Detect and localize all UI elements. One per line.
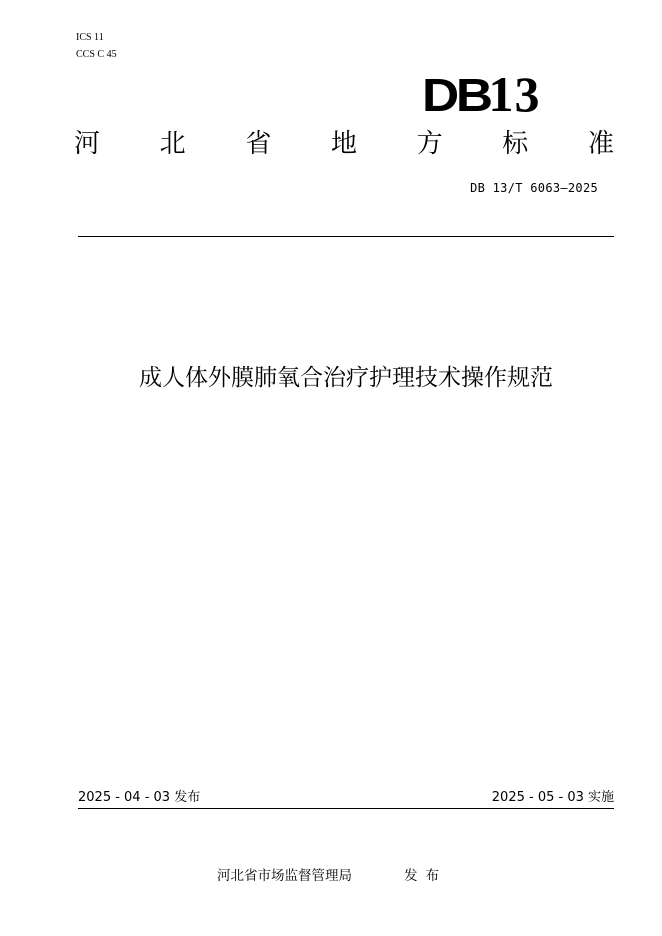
heading-char: 省 xyxy=(245,129,272,159)
ics-code: ICS 11 xyxy=(76,32,104,43)
heading-char: 准 xyxy=(587,129,614,159)
heading-char: 河 xyxy=(74,129,101,159)
bottom-divider xyxy=(78,808,614,809)
document-title: 成人体外膜肺氧合治疗护理技术操作规范 xyxy=(139,365,553,391)
heading-char: 标 xyxy=(502,129,529,159)
top-divider xyxy=(78,236,614,237)
db13-logo xyxy=(422,66,572,122)
heading-char: 北 xyxy=(159,129,186,159)
implement-date: 2025 - 05 - 03 实施 xyxy=(491,790,614,805)
logo-prefix: DB xyxy=(422,69,490,121)
standard-category-heading xyxy=(74,124,614,164)
logo-number: 13 xyxy=(488,66,541,122)
publish-date: 2025 - 04 - 03 发布 xyxy=(78,790,201,805)
heading-char: 方 xyxy=(416,129,443,159)
issue-action: 发布 xyxy=(404,868,447,884)
issuing-authority: 河北省市场监督管理局 xyxy=(217,868,352,884)
ccs-code: CCS C 45 xyxy=(76,49,117,60)
standard-number: DB 13/T 6063—2025 xyxy=(470,181,598,195)
heading-char: 地 xyxy=(330,129,357,159)
